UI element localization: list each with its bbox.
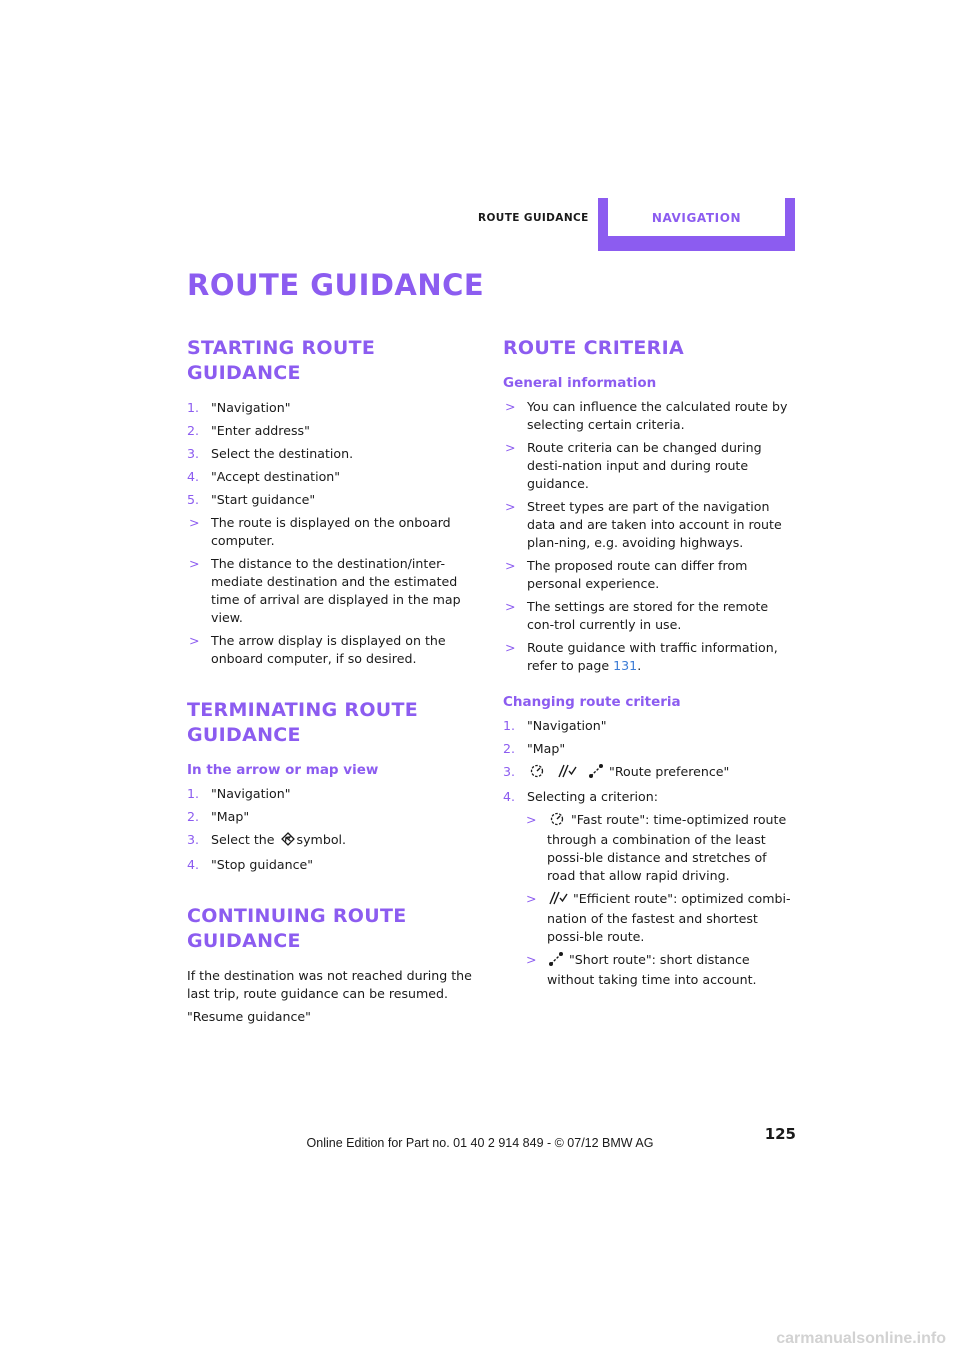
heading-continuing-route-guidance [187,904,479,954]
route-guidance-flag-icon [280,832,296,851]
step-number: 3. [187,446,200,461]
step-text: "Start guidance" [211,492,316,507]
footer-edition-note: Online Edition for Part no. 01 40 2 914 849 - © 07/12 BMW AG [306,1136,654,1150]
short-route-icon [588,764,604,783]
bullet-arrow-icon: > [526,812,537,827]
starting-step [187,445,479,463]
page-reference-link[interactable]: 131 [613,658,638,673]
step-text: "Map" [527,741,566,756]
step-text: "Enter address" [211,423,310,438]
bullet-item [187,632,479,668]
chapter-tab-inner [608,198,785,236]
subheading-general-information: General information [503,375,657,391]
heading-terminating-route-guidance [187,698,479,748]
criterion-text: "Efficient route": optimized combi-nation of the fastest and shortest possi-ble route. [547,891,791,944]
bullet-arrow-icon: > [189,515,200,530]
bullet-item [187,555,479,627]
bullet-text: The arrow display is displayed on the onboard computer, if so desired. [211,633,446,666]
step-number: 2. [503,741,516,756]
criterion-efficient-route [503,890,795,946]
continuing-text: If the destination was not reached during the last trip, route guidance can be resumed. [187,968,472,1001]
criterion-text: "Fast route": time-optimized route through a combination of the least possi-ble distance and stretches of road that allow rapid driving. [547,812,787,883]
step-number: 4. [503,789,516,804]
step-number: 1. [187,786,200,801]
bullet-text: Route guidance with traffic information, refer to page [527,640,778,673]
short-route-icon [548,952,564,971]
criterion-short-route [503,951,795,989]
watermark: carmanualsonline.info [776,1330,946,1347]
bullet-arrow-icon: > [189,556,200,571]
step-number: 4. [187,469,200,484]
terminating-step [187,808,479,826]
heading-line: TERMINATING ROUTE [187,699,419,721]
step-text-before: Select the [211,832,275,847]
step-number: 4. [187,857,200,872]
step-text: Select the destination. [211,446,354,461]
starting-step [187,399,479,417]
bullet-arrow-icon: > [505,399,516,414]
step-number: 2. [187,809,200,824]
bullet-item [503,398,795,434]
changing-step [503,763,795,783]
changing-step [503,740,795,758]
step-number: 2. [187,423,200,438]
changing-step [503,717,795,735]
bullet-item [503,598,795,634]
bullet-item [503,557,795,593]
terminating-step [187,785,479,803]
bullet-text: The proposed route can differ from personal experience. [527,558,748,591]
heading-route-criteria: ROUTE CRITERIA [503,337,684,359]
step-number: 1. [503,718,516,733]
page-title: ROUTE GUIDANCE [187,268,485,302]
bullet-text: Route criteria can be changed during desti-nation input and during route guidance. [527,440,762,491]
chapter-tab-label: NAVIGATION [651,211,742,225]
criterion-options [503,811,795,989]
step-text: "Stop guidance" [211,857,314,872]
bullet-item [187,514,479,550]
step-text-after: symbol. [296,832,347,847]
bullet-arrow-icon: > [189,633,200,648]
changing-step [503,788,795,806]
starting-step [187,422,479,440]
left-column [187,336,479,1031]
step-number: 3. [187,832,200,847]
header-section-title: ROUTE GUIDANCE [478,212,589,224]
terminating-step [187,831,479,851]
bullet-item [503,639,795,675]
bullet-text: Street types are part of the navigation data and are taken into account in route plan-ning, e.g. avoiding highways. [527,499,782,550]
general-bullets [503,398,795,675]
step-text: "Accept destination" [211,469,341,484]
bullet-text-end: . [637,658,642,673]
page-number: 125 [764,1125,796,1143]
efficient-route-icon [557,764,577,783]
right-column [503,336,795,994]
bullet-item [503,439,795,493]
terminating-step [187,856,479,874]
subheading-changing-route-criteria: Changing route criteria [503,694,681,710]
step-text: "Route preference" [609,764,730,779]
step-number: 5. [187,492,200,507]
step-number: 1. [187,400,200,415]
criterion-fast-route [503,811,795,885]
heading-line: GUIDANCE [187,930,301,952]
fast-route-icon [528,764,546,783]
criterion-text: "Short route": short distance without taking time into account. [547,952,757,987]
step-text: Selecting a criterion: [527,789,658,804]
terminating-steps [187,785,479,874]
efficient-route-icon [548,891,568,910]
bullet-arrow-icon: > [526,952,537,967]
subheading-arrow-map-view: In the arrow or map view [187,762,379,778]
bullet-arrow-icon: > [505,440,516,455]
step-text: "Map" [211,809,250,824]
changing-steps [503,717,795,806]
bullet-arrow-icon: > [505,640,516,655]
bullet-arrow-icon: > [526,891,537,906]
step-text: "Navigation" [211,400,291,415]
chapter-tab [598,198,795,251]
bullet-arrow-icon: > [505,558,516,573]
step-number: 3. [503,764,516,779]
starting-step [187,468,479,486]
continuing-quote: "Resume guidance" [187,1009,311,1024]
step-text: "Navigation" [527,718,607,733]
step-text: "Navigation" [211,786,291,801]
heading-line: GUIDANCE [187,724,301,746]
bullet-arrow-icon: > [505,599,516,614]
bullet-text: The route is displayed on the onboard computer. [211,515,451,548]
bullet-text: You can influence the calculated route by selecting certain criteria. [527,399,788,432]
heading-starting-route-guidance: STARTING ROUTE GUIDANCE [187,337,376,384]
fast-route-icon [548,812,566,831]
bullet-arrow-icon: > [505,499,516,514]
bullet-text: The settings are stored for the remote con-trol currently in use. [527,599,769,632]
starting-steps [187,399,479,509]
bullet-item [503,498,795,552]
starting-step [187,491,479,509]
heading-line: CONTINUING ROUTE [187,905,407,927]
bullet-text: The distance to the destination/inter-mediate destination and the estimated time of arrival are displayed in the map view. [211,556,461,625]
starting-bullets [187,514,479,668]
